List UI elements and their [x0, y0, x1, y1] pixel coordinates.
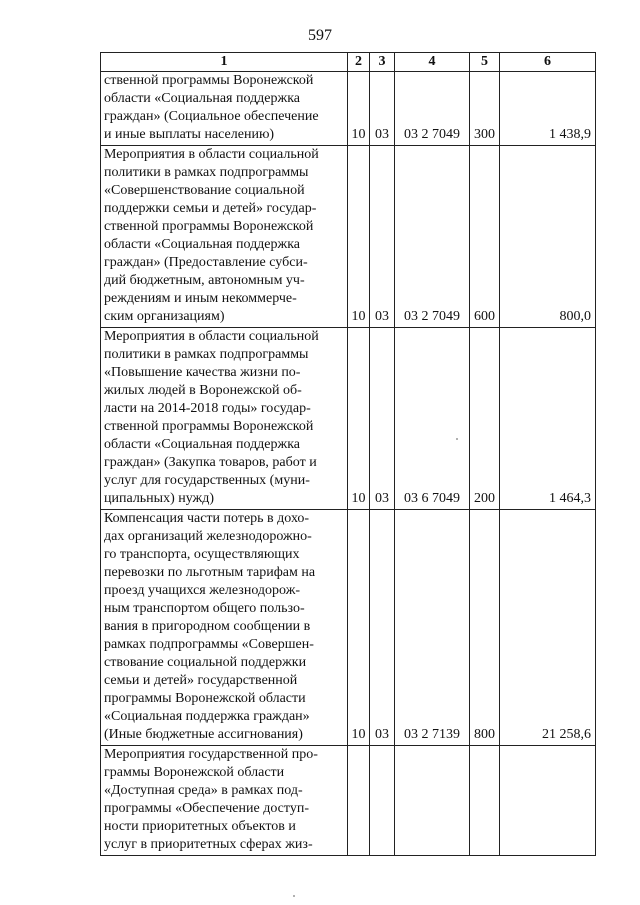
description-line: проезд учащихся железнодорож- [104, 583, 301, 598]
description-line: и иные выплаты населению) [104, 127, 275, 142]
description-line: перевозки по льготным тарифам на [104, 565, 316, 580]
description-line: программы «Обеспечение доступ- [104, 801, 309, 816]
scan-speck [456, 438, 458, 440]
expense-type-code [470, 746, 500, 856]
row-description [101, 746, 348, 856]
table-row [101, 510, 596, 746]
description-line: го транспорта, осуществляющих [104, 547, 300, 562]
description-line: политики в рамках подпрограммы [104, 165, 309, 180]
table-row [101, 146, 596, 328]
description-line: Мероприятия в области социальной [104, 329, 319, 344]
description-line: граждан» (Социальное обеспечение [104, 109, 319, 124]
expense-type-code: 600 [470, 146, 500, 328]
description-line: граждан» (Закупка товаров, работ и [104, 455, 317, 470]
description-line: вания в пригородном сообщении в [104, 619, 311, 634]
description-line: ным транспортом общего пользо- [104, 601, 305, 616]
description-line: ским организациям) [104, 309, 225, 324]
section-code: 10 [348, 510, 370, 746]
subsection-code: 03 [370, 328, 395, 510]
description-line: Компенсация части потерь в дохо- [104, 511, 310, 526]
description-line: «Социальная поддержка граждан» [104, 709, 310, 724]
page-number: 597 [308, 27, 332, 44]
description-line: реждениям и иным некоммерче- [104, 291, 297, 306]
description-line: «Повышение качества жизни по- [104, 365, 301, 380]
row-description [101, 328, 348, 510]
target-article-code [395, 746, 470, 856]
description-line: Мероприятия государственной про- [104, 747, 318, 762]
description-line: ности приоритетных объектов и [104, 819, 296, 834]
amount: 21 258,6 [500, 510, 596, 746]
description-line: ственной программы Воронежской [104, 419, 314, 434]
description-line: «Доступная среда» в рамках под- [104, 783, 303, 798]
target-article-code: 03 2 7139 [395, 510, 470, 746]
expense-type-code: 300 [470, 72, 500, 146]
description-line: области «Социальная поддержка [104, 91, 300, 106]
table-row [101, 746, 596, 856]
target-article-code: 03 2 7049 [395, 146, 470, 328]
subsection-code: 03 [370, 146, 395, 328]
description-line: поддержки семьи и детей» государ- [104, 201, 317, 216]
amount: 1 438,9 [500, 72, 596, 146]
table-row [101, 328, 596, 510]
row-description [101, 510, 348, 746]
expense-type-code: 200 [470, 328, 500, 510]
header-col-3: 3 [370, 53, 395, 72]
description-line: политики в рамках подпрограммы [104, 347, 309, 362]
header-col-1: 1 [101, 53, 348, 72]
subsection-code: 03 [370, 510, 395, 746]
description-line: ственной программы Воронежской [104, 73, 314, 88]
subsection-code: 03 [370, 72, 395, 146]
section-code: 10 [348, 328, 370, 510]
description-line: ципальных) нужд) [104, 491, 215, 506]
description-line: области «Социальная поддержка [104, 237, 300, 252]
header-col-2: 2 [348, 53, 370, 72]
table-row [101, 72, 596, 146]
description-line: дах организаций железнодорожно- [104, 529, 312, 544]
table-header-row [101, 53, 596, 72]
header-col-6: 6 [500, 53, 596, 72]
amount: 1 464,3 [500, 328, 596, 510]
description-line: граммы Воронежской области [104, 765, 285, 780]
expense-type-code: 800 [470, 510, 500, 746]
description-line: «Совершенствование социальной [104, 183, 305, 198]
description-line: граждан» (Предоставление субси- [104, 255, 308, 270]
description-line: Мероприятия в области социальной [104, 147, 319, 162]
header-col-5: 5 [470, 53, 500, 72]
section-code: 10 [348, 72, 370, 146]
description-line: ласти на 2014-2018 годы» государ- [104, 401, 311, 416]
description-line: дий бюджетным, автономным уч- [104, 273, 305, 288]
budget-table [100, 52, 596, 856]
description-line: услуг для государственных (муни- [104, 473, 310, 488]
row-description [101, 72, 348, 146]
section-code [348, 746, 370, 856]
description-line: области «Социальная поддержка [104, 437, 300, 452]
subsection-code [370, 746, 395, 856]
description-line: рамках подпрограммы «Совершен- [104, 637, 314, 652]
scan-speck [293, 895, 295, 897]
description-line: ствование социальной поддержки [104, 655, 307, 670]
description-line: услуг в приоритетных сферах жиз- [104, 837, 313, 852]
description-line: ственной программы Воронежской [104, 219, 314, 234]
amount: 800,0 [500, 146, 596, 328]
description-line: (Иные бюджетные ассигнования) [104, 727, 303, 742]
description-line: семьи и детей» государственной [104, 673, 298, 688]
row-description [101, 146, 348, 328]
description-line: жилых людей в Воронежской об- [104, 383, 302, 398]
target-article-code: 03 6 7049 [395, 328, 470, 510]
description-line: программы Воронежской области [104, 691, 306, 706]
amount [500, 746, 596, 856]
target-article-code: 03 2 7049 [395, 72, 470, 146]
header-col-4: 4 [395, 53, 470, 72]
section-code: 10 [348, 146, 370, 328]
